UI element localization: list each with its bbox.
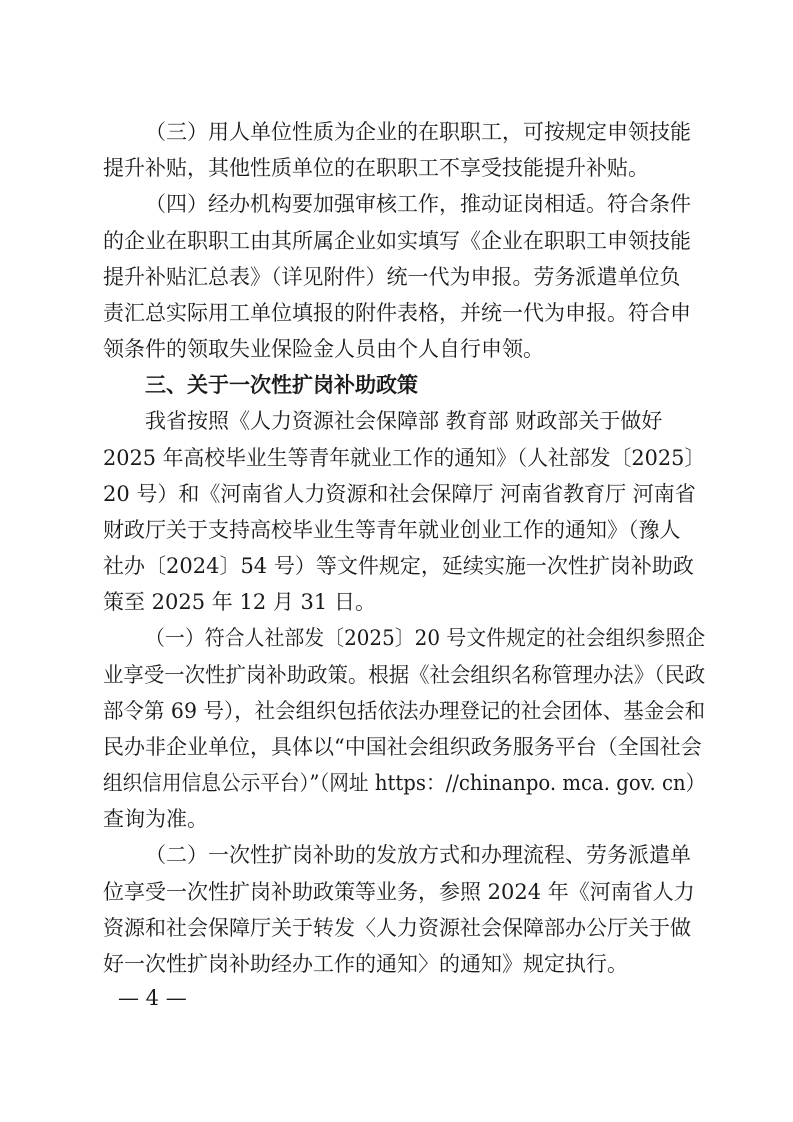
text-line: 20 号）和《河南省人力资源和社会保障厅 河南省教育厅 河南省 xyxy=(103,482,696,506)
text-line: 业享受一次性扩岗补助政策。根据《社会组织名称管理办法》（民政 xyxy=(103,663,706,687)
intro-line xyxy=(0,510,793,550)
item-1-line xyxy=(0,618,793,658)
section-heading xyxy=(0,365,793,405)
text-line: 部令第 69 号），社会组织包括依法办理登记的社会团体、基金会和 xyxy=(103,699,706,723)
intro-line xyxy=(0,582,793,622)
paragraph-4-line xyxy=(0,184,793,224)
item-2-line xyxy=(0,835,793,875)
section-heading-text: 三、关于一次性扩岗补助政策 xyxy=(145,373,418,397)
item-1-line xyxy=(0,655,793,695)
text-line: （三）用人单位性质为企业的在职职工，可按规定申领技能 xyxy=(145,120,691,144)
text-line: 我省按照《人力资源社会保障部 教育部 财政部关于做好 xyxy=(145,409,663,433)
item-2-line xyxy=(0,908,793,948)
text-line: 组织信用信息公示平台）”（网址 https：//chinanpo. mca. gov. cn） xyxy=(103,771,706,795)
intro-line xyxy=(0,474,793,514)
text-line: 策至 2025 年 12 月 31 日。 xyxy=(103,590,376,614)
paragraph-3-line xyxy=(0,148,793,188)
text-line: （二）一次性扩岗补助的发放方式和办理流程、劳务派遣单 xyxy=(145,843,691,867)
text-line: 资源和社会保障厅关于转发〈人力资源社会保障部办公厅关于做 xyxy=(103,916,691,940)
paragraph-4-line xyxy=(0,293,793,333)
text-line: 责汇总实际用工单位填报的附件表格，并统一代为申报。符合申 xyxy=(103,301,691,325)
item-2-line xyxy=(0,872,793,912)
text-line: （四）经办机构要加强审核工作，推动证岗相适。符合条件 xyxy=(145,192,691,216)
paragraph-4-line xyxy=(0,221,793,261)
item-2-line xyxy=(0,944,793,984)
paragraph-4-line xyxy=(0,257,793,297)
text-line: 2025 年高校毕业生等青年就业工作的通知》（人社部发〔2025〕 xyxy=(103,446,706,470)
item-1-line xyxy=(0,727,793,767)
text-line: 财政厅关于支持高校毕业生等青年就业创业工作的通知》（豫人 xyxy=(103,518,681,542)
paragraph-3-line xyxy=(0,112,793,152)
text-line: 提升补贴汇总表》（详见附件）统一代为申报。劳务派遣单位负 xyxy=(103,265,681,289)
intro-line xyxy=(0,438,793,478)
text-line: 查询为准。 xyxy=(103,807,208,831)
item-1-line xyxy=(0,763,793,803)
text-line: 提升补贴，其他性质单位的在职职工不享受技能提升补贴。 xyxy=(103,156,649,180)
text-line: 的企业在职职工由其所属企业如实填写《企业在职职工申领技能 xyxy=(103,229,691,253)
intro-line xyxy=(0,546,793,586)
text-line: 社办〔2024〕54 号）等文件规定，延续实施一次性扩岗补助政 xyxy=(103,554,694,578)
text-line: 领条件的领取失业保险金人员由个人自行申领。 xyxy=(103,337,544,361)
item-1-line xyxy=(0,691,793,731)
text-line: 民办非企业单位，具体以“中国社会组织政务服务平台（全国社会 xyxy=(103,735,702,759)
paragraph-4-line xyxy=(0,329,793,369)
item-1-line xyxy=(0,799,793,839)
text-line: 好一次性扩岗补助经办工作的通知〉的通知》规定执行。 xyxy=(103,952,628,976)
text-line: （一）符合人社部发〔2025〕20 号文件规定的社会组织参照企 xyxy=(145,626,706,650)
page-number: — 4 — xyxy=(118,986,187,1010)
intro-line xyxy=(0,401,793,441)
text-line: 位享受一次性扩岗补助政策等业务，参照 2024 年《河南省人力 xyxy=(103,880,695,904)
